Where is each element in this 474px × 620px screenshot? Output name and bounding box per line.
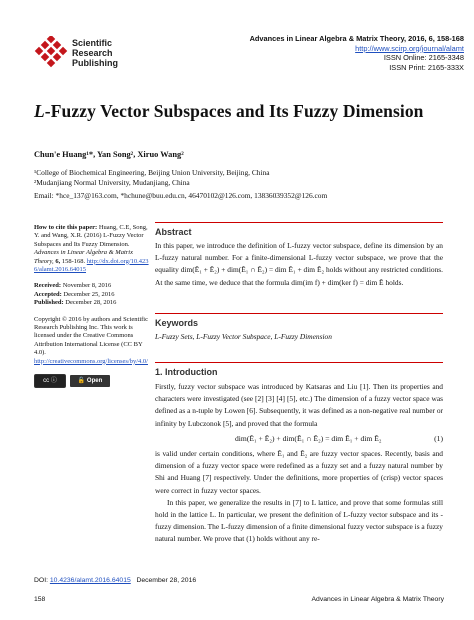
affiliations: ¹College of Biochemical Engineering, Beijing Union University, Beijing, China ²Mudanjiang Normal University, Mudanjiang, China: [34, 168, 270, 187]
footer-date: December 28, 2016: [136, 577, 197, 584]
paper-title: L-Fuzzy Vector Subspaces and Its Fuzzy Dimension: [34, 101, 424, 121]
abstract-section: [155, 222, 443, 289]
footer-journal: Advances in Linear Algebra & Matrix Theory: [311, 596, 444, 603]
article-info-column: [34, 224, 152, 397]
citation-block: How to cite this paper: Huang, C.E, Song, Y. and Wang, X.R. (2016) L-Fuzzy Vector Subspaces and Its Fuzzy Dimension. Advances in Linear Algebra & Matrix Theory, 6, 158-168. http://dx.doi.org/10.4236/alamt.2016.64015: [34, 224, 149, 274]
copyright-block: Copyright © 2016 by authors and Scientific Research Publishing Inc. This work is licensed under the Creative Commons Attribution International License (CC BY 4.0). http://creativecommons.org/licenses/by/4.0/: [34, 315, 148, 365]
footer-doi-link[interactable]: 10.4236/alamt.2016.64015: [49, 577, 131, 584]
journal-info: [164, 34, 464, 72]
introduction-heading: 1. Introduction: [155, 362, 443, 377]
abstract-text: In this paper, we introduce the definition of L-fuzzy vector subspace, define its dimension by an L-fuzzy natural number. For a finite-dimensional L-fuzzy vector subspace, we prove that the equality dim(Ẽ₁ + Ẽ₂) + dim(Ẽ₁ ∩ Ẽ₂) = dim Ẽ₁ + dim Ẽ₂ holds without any restricted conditions. At the same time, we deduce that the formula dim(im f) + dim(ker f) = dim Ẽ holds.: [155, 241, 444, 287]
journal-citation: Advances in Linear Algebra & Matrix Theory, 2016, 6, 158-168: [249, 34, 464, 43]
intro-paragraph-3: In this paper, we generalize the results in [7] to L lattice, and prove that some formulas still hold in the lattice L. In particular, we present the definition of L-fuzzy vector subspace and its -fuzzy dimension. The L-fuzzy dimension of a finite dimensional fuzzy vector subspace is a fuzzy natural number. We prove that (1) holds without any re-: [155, 497, 443, 544]
issn-print: ISSN Print: 2165-333X: [389, 62, 464, 72]
introduction-body: [155, 381, 443, 546]
journal-url-link[interactable]: http://www.scirp.org/journal/alamt: [355, 43, 464, 53]
equation-number: (1): [434, 433, 443, 443]
dates-block: Received: November 8, 2016 Accepted: December 25, 2016 Published: December 28, 2016: [34, 282, 117, 307]
equation-1: dim(Ẽ₁ + Ẽ₂) + dim(Ẽ₁ ∩ Ẽ₂) = dim Ẽ₁ + dim Ẽ₂ (1): [155, 433, 443, 445]
doi-link[interactable]: http://dx.doi.org/10.4236/alamt.2016.64015: [34, 257, 149, 274]
license-link[interactable]: http://creativecommons.org/licenses/by/4.0/: [34, 357, 148, 365]
keywords-heading: Keywords: [155, 313, 443, 328]
footer-page-number: 158: [34, 596, 46, 603]
issn-online: ISSN Online: 2165-3348: [383, 53, 464, 63]
introduction-heading-wrap: [155, 362, 443, 377]
page-footer: DOI: 10.4236/alamt.2016.64015 December 28, 2016: [34, 577, 197, 584]
cc-license-icon: cc ⓘ: [34, 374, 66, 388]
intro-paragraph-2: is valid under certain conditions, where Ẽ₁ and Ẽ₂ are fuzzy vector spaces. Recently, basis and dimension of a fuzzy vector space were redefined as a fuzzy set and a fuzzy natural number by Shi and Huang [7] respectively. Under the definitions, more properties of (crisp) vector spaces were correct in fuzzy vector spaces.: [155, 449, 443, 495]
authors: Chun'e Huang¹*, Yan Song², Xiruo Wang²: [34, 150, 184, 159]
publisher-logo-icon: [34, 36, 68, 70]
keywords-section: [155, 313, 443, 343]
open-access-badge: 🔓 Open Access: [70, 375, 110, 387]
keywords-text: L-Fuzzy Sets, L-Fuzzy Vector Subspace, L-Fuzzy Dimension: [155, 332, 332, 341]
publisher-name: Scientific Research Publishing: [72, 38, 118, 68]
footer-row: [34, 596, 444, 603]
author-emails: Email: *hce_137@163.com, *hchune@buu.edu.cn, 46470102@126.com, 13836039352@126.com: [34, 191, 328, 200]
intro-paragraph-1: Firstly, fuzzy vector subspace was introduced by Katsaras and Liu [1]. Then its properties and characters were investigated (see [2] [3] [4] [5], etc.) The dimension of a fuzzy vector space was defined as a n-tuple by Lowen [6]. Subsequently, it was defined as a non-negative real number or infinity by Lubczonok [5], and proved that the formula: [155, 382, 443, 428]
abstract-heading: Abstract: [155, 222, 443, 237]
